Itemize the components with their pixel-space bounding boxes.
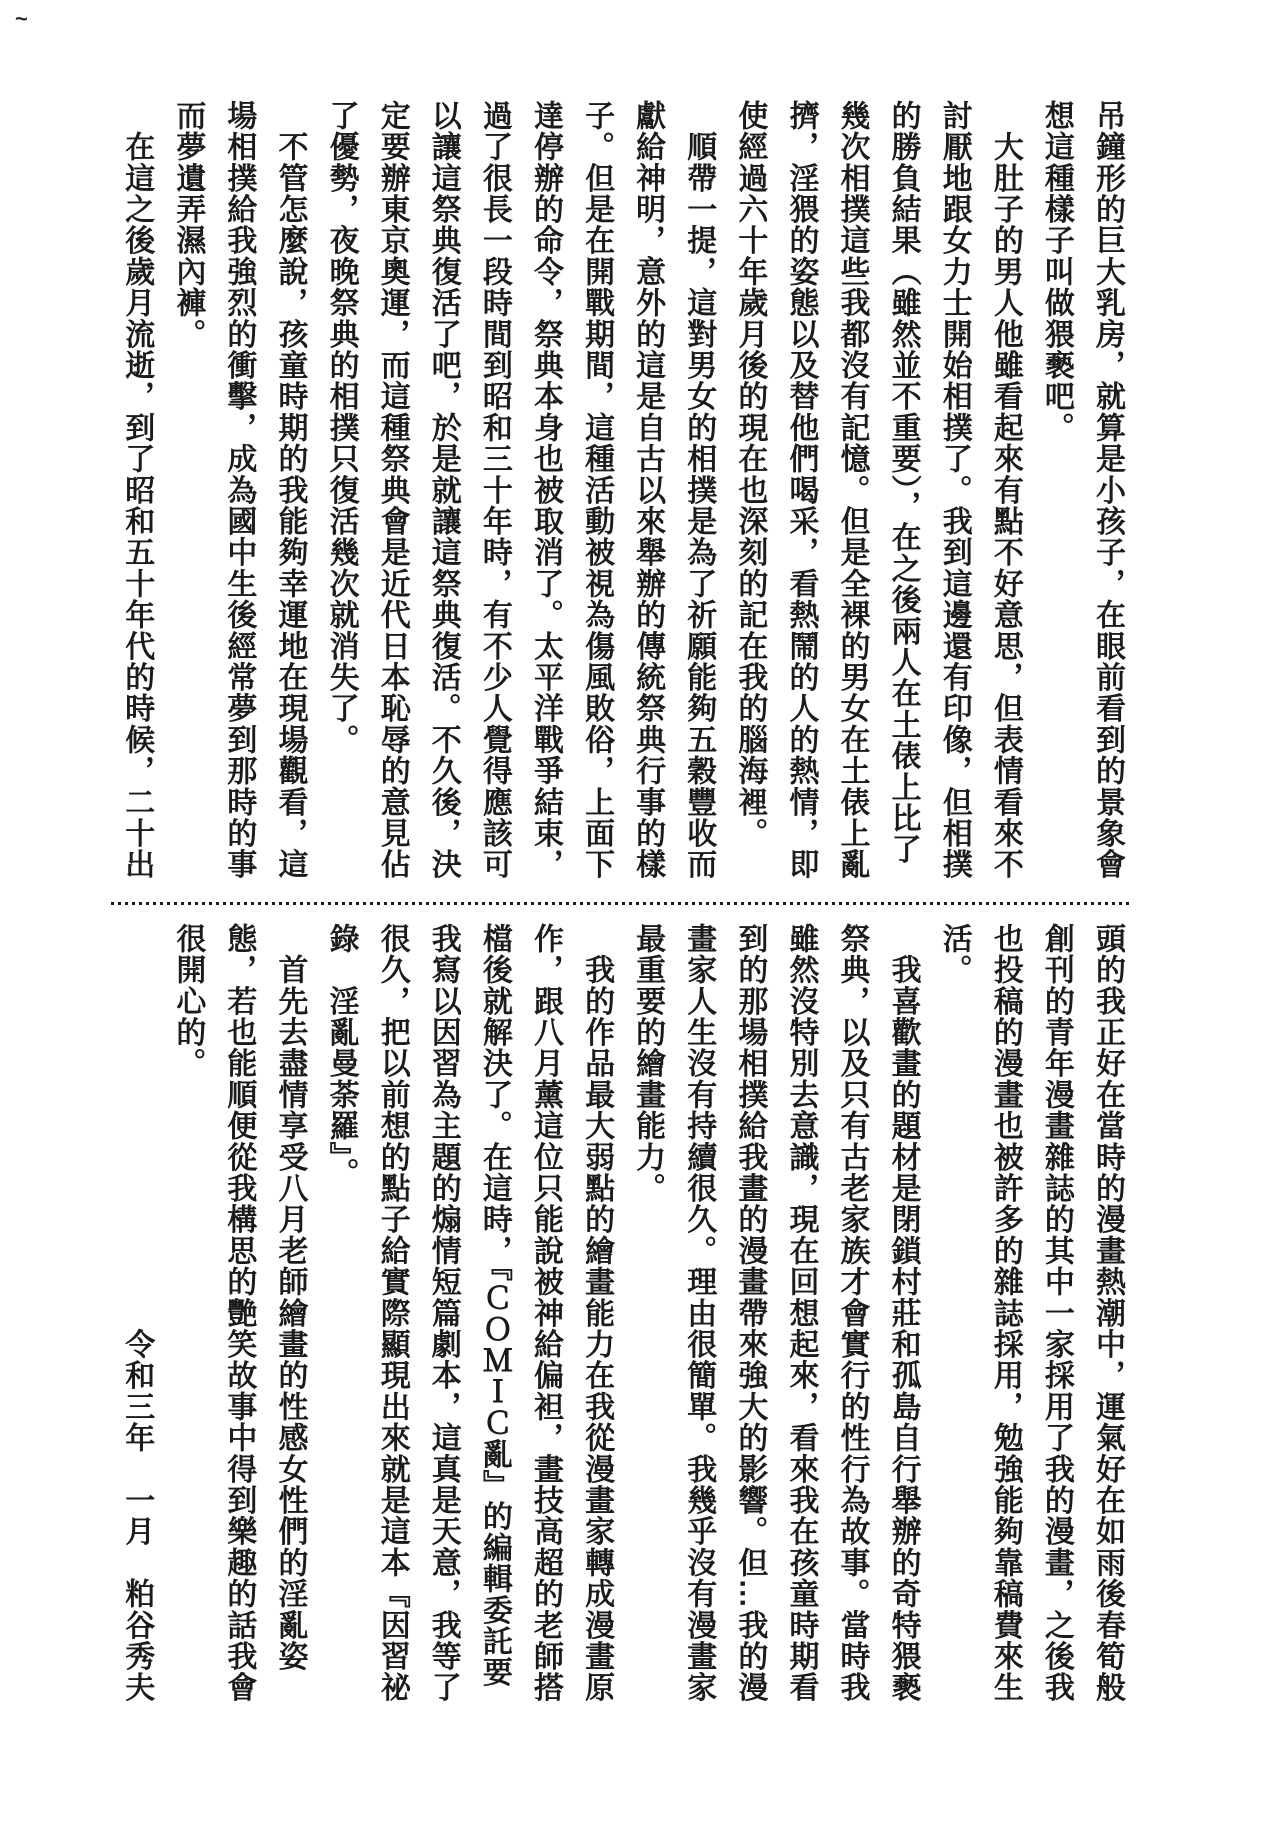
text-column: 到的那場相撲給我畫的漫畫帶來強大的影響。但…我的漫: [733, 923, 767, 1703]
text-column: 我喜歡畫的題材是閉鎖村莊和孤島自行舉辦的奇特猥褻: [886, 923, 920, 1703]
text-column: 吊鐘形的巨大乳房，就算是小孩子，在眼前看到的景象會: [1091, 100, 1124, 880]
text-column: 以讓這祭典復活了吧，於是就讓這祭典復活。不久後，決: [426, 100, 460, 880]
afterword-bottom-section: [111, 923, 1133, 1709]
text-column: 順帶一提，這對男女的相撲是為了祈願能夠五穀豐收而: [682, 100, 716, 880]
text-column: 的勝負結果（雖然並不重要），在之後兩人在土俵上比了: [886, 100, 920, 865]
text-column: 錄 淫亂曼荼羅』。: [324, 923, 358, 1189]
text-column: 場相撲給我強烈的衝擊，成為國中生後經常夢到那時的事: [222, 100, 256, 880]
text-column: 創刊的青年漫畫雜誌的其中一家採用了我的漫畫，之後我: [1039, 923, 1073, 1703]
text-column: 討厭地跟女力士開始相撲了。我到這邊還有印像，但相撲: [937, 100, 971, 880]
text-column: 使經過六十年歲月後的現在也深刻的記在我的腦海裡。: [733, 100, 767, 849]
text-column: 我寫以因習為主題的煽情短篇劇本，這真是天意，我等了: [426, 923, 460, 1703]
text-column: 態，若也能順便從我構思的艷笑故事中得到樂趣的話我會: [222, 923, 256, 1703]
text-column: 頭的我正好在當時的漫畫熱潮中，運氣好在如雨後春筍般: [1091, 923, 1124, 1703]
dotted-section-separator: [111, 902, 1133, 905]
text-column: 想這種樣子叫做猥褻吧。: [1039, 100, 1073, 444]
text-column: 獻給神明，意外的這是自古以來舉辦的傳統祭典行事的樣: [631, 100, 665, 880]
text-column: 過了很長一段時間到昭和三十年時，有不少人覺得應該可: [477, 100, 511, 880]
text-column: 也投稿的漫畫也被許多的雜誌採用，勉強能夠靠稿費來生: [988, 923, 1022, 1703]
text-column: 大肚子的男人他雖看起來有點不好意思，但表情看來不: [988, 100, 1022, 880]
text-column: 幾次相撲這些我都沒有記憶。但是全裸的男女在土俵上亂: [835, 100, 869, 880]
text-column: 擠，淫猥的姿態以及替他們喝采，看熱鬧的人的熱情，即: [784, 100, 818, 880]
text-column: 達停辦的命令，祭典本身也被取消了。太平洋戰爭結束，: [528, 100, 562, 880]
text-column: 祭典，以及只有古老家族才會實行的性行為故事。當時我: [835, 923, 869, 1703]
text-column: 很久，把以前想的點子給實際顯現出來就是這本『因習祕: [375, 923, 409, 1703]
text-column: 我的作品最大弱點的繪畫能力在我從漫畫家轉成漫畫原: [580, 923, 614, 1703]
text-column: 子。但是在開戰期間，這種活動被視為傷風敗俗，上面下: [580, 100, 614, 880]
text-column: 檔後就解決了。在這時，『ＣＯＭＩＣ亂』的編輯委託要: [477, 923, 511, 1688]
text-column: 而夢遺弄濕內褲。: [171, 100, 205, 350]
text-column: 活。: [937, 923, 971, 986]
signature-column: 令和三年 一月 粕谷秀夫: [120, 923, 154, 1703]
text-column: 最重要的繪畫能力。: [631, 923, 665, 1204]
text-column: 作，跟八月薰這位只能說被神給偏袒，畫技高超的老師搭: [528, 923, 562, 1703]
text-column: 定要辦東京奧運，而這種祭典會是近代日本恥辱的意見佔: [375, 100, 409, 880]
text-column: 在這之後歲月流逝，到了昭和五十年代的時候，二十出: [120, 100, 154, 880]
text-column: 雖然沒特別去意識，現在回想起來，看來我在孩童時期看: [784, 923, 818, 1703]
text-column: 首先去盡情享受八月老師繪畫的性感女性們的淫亂姿: [273, 923, 307, 1672]
corner-scan-artifact: ~: [15, 6, 28, 31]
afterword-top-section: [111, 100, 1133, 886]
text-column: 很開心的。: [171, 923, 205, 1079]
text-column: 畫家人生沒有持續很久。理由很簡單。我幾乎沒有漫畫家: [682, 923, 716, 1703]
text-column: 不管怎麼說，孩童時期的我能夠幸運地在現場觀看，這: [273, 100, 307, 880]
text-column: 了優勢，夜晚祭典的相撲只復活幾次就消失了。: [324, 100, 358, 756]
